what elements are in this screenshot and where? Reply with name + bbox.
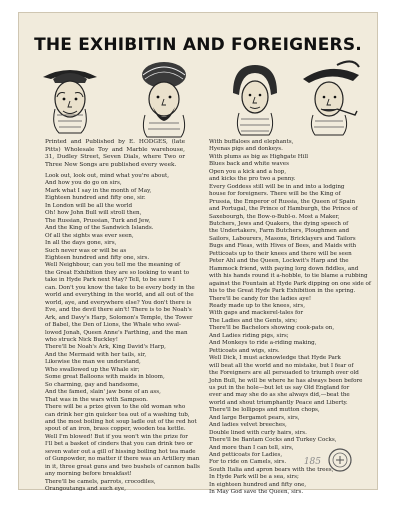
verse-line: Blues back and white waves (209, 161, 289, 168)
portrait-bonnet-woman (225, 57, 285, 135)
verse-line: For to ride on Camels, sirs. (209, 459, 287, 466)
verse-line: house for foreigners. There will be the King of (209, 191, 341, 198)
portrait-turban-man (131, 57, 197, 137)
verse-line: And petticoats for Ladies, (209, 452, 283, 459)
verse-line: with his hands round it a-hobble, to tie blame a rubbing (209, 273, 368, 280)
verse-line: any morning before breakfast! (45, 471, 132, 478)
verse-line: Hammock friend, with paying lorg down fiddles, and (209, 265, 359, 272)
verse-line: Such never was or will be as (45, 247, 127, 254)
verse-line: There'll be candy for the ladies aye! (209, 295, 312, 302)
verse-line: Saxebourgh, the Bow-o-Bubl-o. Most a Maker, (209, 213, 340, 220)
verse-line: world, aye, and everywhere else? You don't there is (45, 299, 192, 306)
verse-line: That was in the wars with Sampson. (45, 396, 148, 403)
verse-line: Well Dick, I must acknowledge that Hyde Park (209, 355, 341, 362)
verse-line: And Monkeys to ride a-riding making, (209, 340, 317, 347)
verse-line: who struck Nick Buckley! (45, 336, 118, 343)
verse-line: Oh! how John Bull will stroll then, (45, 210, 142, 217)
portrait-feathered-hat-man (297, 57, 363, 135)
verse-line: Well Neighbour, can you tell me the meaning of (45, 262, 181, 269)
printer-imprint: Printed and Published by E. HODGES, (late Pitts) Wholesale Toy and Marble warehouse, 31, Dudley Street, Seven Dials, where Two or Three New Songs are published every week. (45, 139, 185, 168)
verse-line: ever and may she do as she always did,—beat the (209, 392, 350, 399)
verse-line: against the Fountain at Hyde Park dipping on one side of (209, 280, 371, 287)
verse-line: the Great Exhibition they are so looking to want to (45, 269, 190, 276)
verse-line: the Foreigners are all persuaded to triumph over old (209, 370, 359, 377)
verse-line: Ark, and Davy's Harp, Solomon's Temple, the Tower (45, 314, 193, 321)
verse-line: his to the Great Hyde Park Exhibition in the spring. (209, 288, 356, 295)
verse-line: Likewise the man we understand, (45, 359, 141, 366)
verse-line: Bugs and Fleas, with Hives of Bees, and Maids with (209, 243, 357, 250)
verse-line: Well I'm blowed! But if you won't win the prize for (45, 433, 188, 440)
verse-line: And more than I can tell, sirs, (209, 444, 294, 451)
verse-line: Some great Balloons with maids in bloom, (45, 374, 165, 381)
verse-line: Butchers, Jews and Quakers, the dying speech of (209, 220, 349, 227)
library-stamp-icon (327, 447, 353, 473)
verse-line: the Undertakers, Farm Butchers, Ploughmen and (209, 228, 350, 235)
verse-line: There'll be Bachelors showing cook-pats on, (209, 325, 335, 332)
verse-line: Open you a kick and a hop, (209, 168, 287, 175)
verse-line: Peter Ahl and the Queen, Lockwit's Harp and the (209, 258, 349, 265)
verse-line: With gaps and mackerel-tales for (209, 310, 304, 317)
verse-line: of Gunpowder, no matter if there was an Artillery man (45, 456, 200, 463)
verse-line: world and everything in the world, and all out of the (45, 292, 194, 299)
verse-line: and the most boiling hot soup ladle out of the red hot (45, 418, 197, 425)
verse-line: I'll bet a basket of cinders that you can drink two or (45, 441, 193, 448)
verse-line: With buffaloes and elephants, (209, 139, 294, 145)
verse-line: world and shout triumphantly Peace and Liberty. (209, 399, 348, 406)
verse-line: And the Mermaid with her tails, sir, (45, 351, 147, 358)
verse-line: In May God save the Queen, sirs. (209, 489, 304, 496)
verse-line: Eighteen hundred and fifty one, sir. (45, 195, 146, 202)
verse-line: In Hyde Park will be a sea, sirs; (209, 474, 299, 481)
verse-line: Prussia, the Emperor of Russia, the Queen of Spain (209, 198, 356, 205)
verse-line: The Ladies and the Gents, sirs; (209, 317, 298, 324)
verse-line: Orangoutangs and such eye, (45, 486, 127, 493)
verse-line: Who swallowed up the Whale sir; (45, 366, 140, 373)
verse-line: Sailors, Labourers, Masons, Bricklayers and Tailors (209, 235, 356, 242)
verse-line: can. Don't you know the take to be every body in the (45, 284, 195, 291)
verse-line: us put in the hole—but let us say Old England for (209, 384, 350, 391)
verse-line: will beat all the world and no mistake, but I fear of (209, 362, 354, 369)
verse-line: The Russian, Prussian, Turk and Jew, (45, 217, 151, 224)
woodcut-portrait-strip (19, 57, 379, 137)
verse-line: South Italia and apron bears with the trees, (209, 466, 334, 473)
verse-line: Eve, and the devil there ain't! There is to be Noah's (45, 307, 192, 314)
verse-line: Petticoats and wigs, sirs. (209, 347, 280, 354)
verse-line: So charming, gay and handsome, (45, 381, 140, 388)
left-column (45, 173, 200, 493)
verse-line: can drink her gin quicker tea out of a washing tub, (45, 411, 190, 418)
right-column (209, 139, 371, 497)
verse-line: There will be a prize given to the old woman who (45, 404, 186, 411)
verse-line: And large Bergamot pears, sirs, (209, 414, 300, 421)
verse-line: And ladies velvet breeches, (209, 422, 287, 429)
verse-line: And the King of the Sandwich Islands. (45, 225, 154, 232)
verse-line: Petticoats up to their knees and there will be seen (209, 250, 352, 257)
verse-line: In eighteen hundred and fifty one, (209, 481, 307, 488)
verse-line: John Bull, he will be where he has always been before (209, 377, 363, 384)
verse-line: in it, three great guns and two bushels of cannon balls (45, 463, 200, 470)
broadside-sheet (18, 12, 378, 496)
verse-line: And Ladies riding pigs, sirs; (209, 332, 289, 339)
verse-line: lowed Jonah, Queen Anne's Farthing, and the man (45, 329, 188, 336)
verse-line: and kicks the pro two a penny. (209, 176, 296, 183)
verse-line: There'll be camels, parrots, crocodiles, (45, 478, 156, 485)
verse-line: There'll be Noah's Ark, King David's Harp, (45, 344, 166, 351)
verse-line: take in Hyde Park next May? Tell, to be sure I (45, 277, 175, 284)
verse-line: Double lined with curly hairs, sirs. (209, 429, 307, 436)
page-title: THE EXHIBITIN AND FOREIGNERS. (34, 35, 362, 55)
verse-line: There'll be lollipops and mutton chops, (209, 407, 320, 414)
handwritten-number: 185 (303, 457, 321, 467)
portrait-wide-hat-man (39, 57, 101, 135)
verse-line: Every Goddess still will be in and into a lodging (209, 183, 345, 190)
verse-line: Mark what I say in the month of May, (45, 187, 152, 194)
verse-line: spout of an iron, brass copper, wooden tea kettle. (45, 426, 186, 433)
verse-line: There'll be Bantam Cocks and Turkey Cocks, (209, 437, 337, 444)
verse-line: of Babel, the Den of Lions, the Whale who swal- (45, 322, 181, 329)
verse-line: In London will be all the world (45, 202, 133, 209)
verse-line: Look out, look out, mind what you're about, (45, 173, 170, 179)
verse-line: Eighteen hundred and fifty one, sirs. (45, 254, 150, 261)
verse-line: Hyenas pigs and donkeys. (209, 146, 283, 153)
verse-line: Of all the sights was ever seen, (45, 232, 134, 239)
verse-line: In all the days gone, sirs, (45, 240, 117, 247)
verse-line: And how you do go on sirs, (45, 180, 122, 187)
verse-line: And the famed, slain' jaw bone of an ass, (45, 389, 161, 396)
verse-line: and Portugal, the Prince of Hamburgh, the Prince of (209, 206, 358, 213)
verse-line: seven water out a gill of hissing boiling hot tea made (45, 448, 196, 455)
verse-line: Ready made up to the knees, sirs, (209, 302, 306, 309)
verse-line: With plums as big as Highgate Hill (209, 153, 309, 160)
